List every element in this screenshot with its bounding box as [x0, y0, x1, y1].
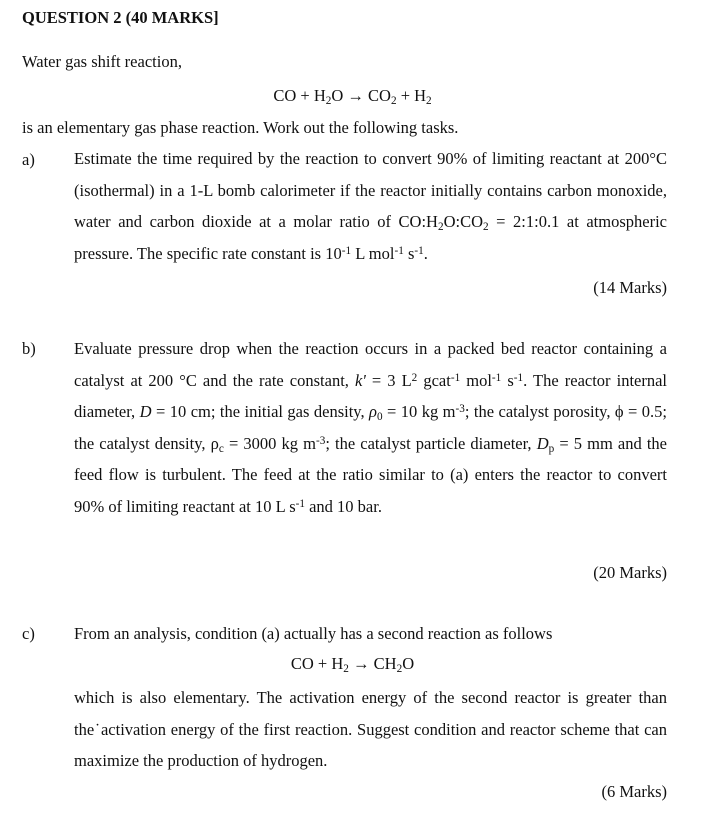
- question-title: QUESTION 2 (40 MARKS]: [22, 8, 219, 27]
- reaction-equation-1: CO + $H_2O \to CO_2 + H_2$: [273, 86, 432, 107]
- arrow-icon: →: [347, 86, 364, 105]
- part-b-marks: (20 Marks): [593, 563, 667, 582]
- part-c-marks: (6 Marks): [601, 782, 667, 801]
- arrow-icon: →: [353, 654, 370, 673]
- part-c-text: which is also elementary. The activation energy of the second reactor is greater than the˙activation energy of the first reaction. Suggest condition and reactor scheme that can maximize the production of hydrogen.: [74, 688, 667, 770]
- part-c-intro: From an analysis, condition (a) actually has a second reaction as follows: [74, 624, 553, 643]
- part-c-label: c): [22, 624, 35, 643]
- after-equation-text: is an elementary gas phase reaction. Work out the following tasks.: [22, 118, 459, 137]
- part-b-label: b): [22, 339, 36, 358]
- reaction-equation-2: CO + $H_2 \to CH_2O$: [290, 654, 415, 675]
- part-a-text: Estimate the time required by the reaction to convert 90% of limiting reactant at 200°C (isothermal) in a 1-L bomb calorimeter if the reactor initially contains carbon monoxide, water and carbon dioxide at a molar ratio of $CO:H_2O:CO_2$ = 2:1:0.1 at atmospheric pressure. The specific rate constant is $10^{-1}$ L mol$^{-1}$ $s^{-1}$.: [74, 149, 667, 263]
- part-a-marks: (14 Marks): [593, 278, 667, 297]
- part-a-label: a): [22, 150, 35, 169]
- intro-text: Water gas shift reaction,: [22, 52, 182, 71]
- part-b-text: Evaluate pressure drop when the reaction occurs in a packed bed reactor containing a catalyst at 200 °C and the rate constant, k' = 3 $L^2$ gcat$^{-1}$ mol$^{-1}$ $s^{-1}$. The reactor internal diameter, D = 10 cm; the initial gas density, $\rho_0 = 10$ kg $m^{-3}$; the catalyst porosity, ϕ = 0.5; the catalyst density, $\rho_c = 3000$ kg $m^{-3}$; the catalyst particle diameter, $D_p = 5$ mm and the feed flow is turbulent. The feed at the ratio similar to (a) enters the reactor to convert 90% of limiting reactant at 10 L $s^{-1}$ and 10 bar.: [74, 339, 668, 516]
